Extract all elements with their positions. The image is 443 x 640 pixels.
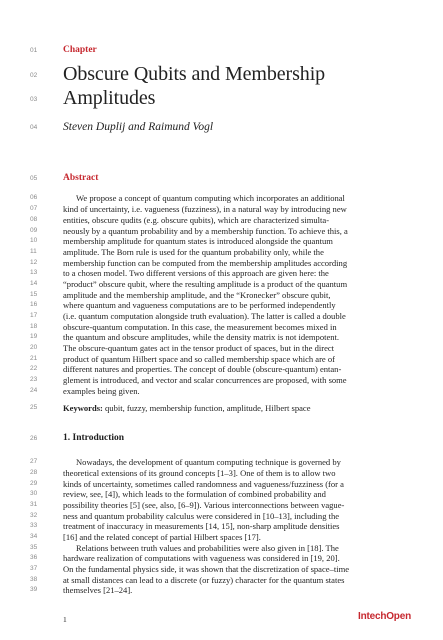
keywords-text: qubit, fuzzy, membership function, amplitude, Hilbert space bbox=[102, 403, 311, 413]
abstract-line: We propose a concept of quantum computing which incorporates an additional bbox=[76, 193, 345, 203]
line-number: 29 bbox=[30, 480, 38, 487]
abstract-line: amplitude. The Born rule is used for the quantum probability only, while the bbox=[63, 247, 324, 257]
intro-line: themselves [21–24]. bbox=[63, 585, 133, 595]
title-line: Obscure Qubits and Membership bbox=[63, 63, 326, 85]
abstract-line: entities, obscure qudits (e.g. obscure qubits), which are characterized simulta- bbox=[63, 215, 330, 225]
abstract-line: amplitude and the membership amplitude, and the “Kronecker” obscure qubit, bbox=[63, 290, 331, 300]
line-number: 32 bbox=[30, 512, 38, 519]
line-number: 34 bbox=[30, 533, 38, 540]
line-number: 03 bbox=[30, 96, 38, 103]
line-number: 31 bbox=[30, 501, 38, 508]
abstract-line: (i.e. quantum computation alongside truth evaluation). The latter is called a double bbox=[63, 311, 346, 321]
line-number: 15 bbox=[30, 291, 38, 298]
section-heading: 1. Introduction bbox=[63, 433, 125, 443]
publisher-logo: IntechOpen bbox=[357, 611, 411, 622]
abstract-line: glement is introduced, and vector and scalar concurrences are proposed, with some bbox=[63, 375, 347, 385]
abstract-line: membership function can be computed from the membership amplitudes according bbox=[63, 258, 348, 268]
line-number: 20 bbox=[30, 344, 38, 351]
keywords bbox=[63, 404, 413, 413]
intro-line: kinds of uncertainty, sometimes called randomness and vagueness/fuzziness (for a bbox=[63, 479, 344, 489]
line-number: 23 bbox=[30, 376, 38, 383]
line-number: 13 bbox=[30, 269, 38, 276]
line-number: 16 bbox=[30, 301, 38, 308]
line-number: 30 bbox=[30, 490, 38, 497]
line-number: 01 bbox=[30, 47, 38, 54]
abstract-line: the quantum and obscure amplitudes, while the density matrix is not idempotent. bbox=[63, 332, 340, 342]
abstract-line: neously by a quantum probability and by a membership function. To achieve this, a bbox=[63, 226, 348, 236]
intro-line: [16] and the related concept of partial Hilbert spaces [17]. bbox=[63, 532, 261, 542]
line-number: 02 bbox=[30, 72, 38, 79]
line-number: 05 bbox=[30, 175, 38, 182]
abstract-line: membership amplitude for quantum states is introduced alongside the quantum bbox=[63, 236, 333, 246]
line-number: 14 bbox=[30, 280, 38, 287]
intro-line: hardware realization of computations with vagueness was considered in [19, 20]. bbox=[63, 553, 340, 563]
line-number: 39 bbox=[30, 586, 38, 593]
abstract-line: The obscure-quantum gates act in the tensor product of spaces, but in the direct bbox=[63, 343, 335, 353]
line-number: 07 bbox=[30, 205, 38, 212]
line-number: 37 bbox=[30, 565, 38, 572]
line-number: 33 bbox=[30, 522, 38, 529]
line-number: 35 bbox=[30, 544, 38, 551]
line-number: 25 bbox=[30, 404, 38, 411]
intro-line: at small distances can lead to a discrete (or fuzzy) character for the quantum states bbox=[63, 575, 345, 585]
line-number: 26 bbox=[30, 435, 38, 442]
line-number: 27 bbox=[30, 458, 38, 465]
line-number: 28 bbox=[30, 469, 38, 476]
line-number: 38 bbox=[30, 576, 38, 583]
line-number: 06 bbox=[30, 194, 38, 201]
chapter-label: Chapter bbox=[63, 45, 97, 55]
intro-line: Relations between truth values and probabilities were also given in [18]. The bbox=[76, 543, 339, 553]
line-number: 18 bbox=[30, 323, 38, 330]
abstract-line: different natures and properties. The concept of double (obscure-quantum) entan- bbox=[63, 364, 342, 374]
line-number: 11 bbox=[30, 248, 37, 255]
abstract-line: product of quantum Hilbert space and so called membership space which are of bbox=[63, 354, 335, 364]
line-number: 36 bbox=[30, 554, 38, 561]
line-number: 08 bbox=[30, 216, 38, 223]
abstract-heading: Abstract bbox=[63, 173, 99, 183]
authors: Steven Duplij and Raimund Vogl bbox=[63, 121, 214, 133]
abstract-line: examples being given. bbox=[63, 386, 140, 396]
abstract-line: “product” obscure qubit, where the resulting amplitude is a product of the quantum bbox=[63, 279, 348, 289]
keywords-label: Keywords: bbox=[63, 403, 103, 413]
abstract-line: to a chosen model. Two different versions of this approach are given here: the bbox=[63, 268, 329, 278]
line-number: 04 bbox=[30, 124, 38, 131]
line-number: 24 bbox=[30, 387, 38, 394]
intro-line: Nowadays, the development of quantum computing technique is governed by bbox=[76, 457, 341, 467]
intro-line: treatment of inaccuracy in measurements [14, 15], non-sharp amplitude densities bbox=[63, 521, 340, 531]
intro-line: theoretical extensions of its ground concepts [1–3]. One of them is to allow two bbox=[63, 468, 336, 478]
abstract-line: obscure-quantum computation. In this case, the measurement becomes mixed in bbox=[63, 322, 337, 332]
line-number: 19 bbox=[30, 333, 38, 340]
abstract-line: kind of uncertainty, i.e. vagueness (fuzziness), in a natural way by introducing new bbox=[63, 204, 347, 214]
line-number: 09 bbox=[30, 227, 38, 234]
page-number: 1 bbox=[63, 615, 67, 624]
line-number: 12 bbox=[30, 259, 38, 266]
line-number: 17 bbox=[30, 312, 38, 319]
intro-line: possibility theories [5] (see, also, [6–9]). Various interconnections between vague- bbox=[63, 500, 345, 510]
intro-line: review, see, [4]), which leads to the formulation of combined probability and bbox=[63, 489, 326, 499]
intro-line: ness and quantum probability calculus were considered in [10–13], including the bbox=[63, 511, 340, 521]
intro-line: On the fundamental physics side, it was shown that the discretization of space–time bbox=[63, 564, 350, 574]
line-number: 22 bbox=[30, 365, 38, 372]
line-number: 10 bbox=[30, 237, 38, 244]
abstract-line: where quantum and vagueness computations are to be performed independently bbox=[63, 300, 336, 310]
title-line: Amplitudes bbox=[63, 87, 156, 109]
line-number: 21 bbox=[30, 355, 38, 362]
